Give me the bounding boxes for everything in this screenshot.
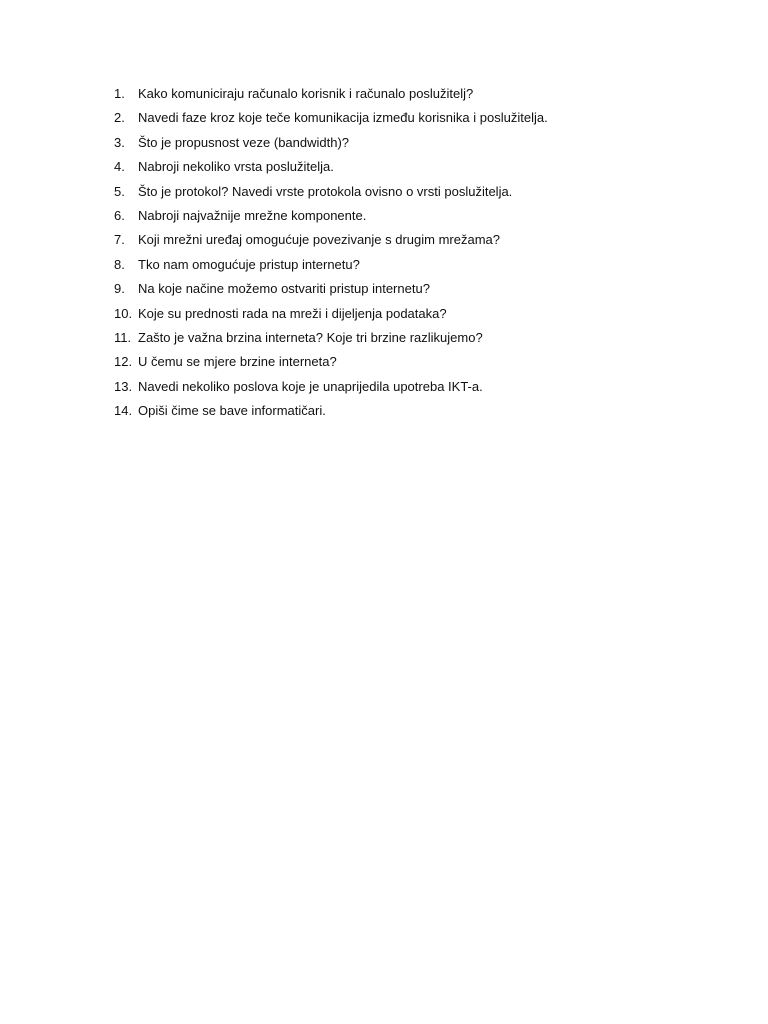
- question-item-6: [114, 207, 734, 231]
- question-number: 9.: [114, 281, 125, 297]
- question-text: Navedi nekoliko poslova koje je unaprijedila upotreba IKT-a.: [138, 378, 483, 394]
- question-number: 3.: [114, 134, 125, 150]
- question-item-13: [114, 378, 734, 402]
- question-item-11: [114, 329, 734, 353]
- question-item-3: [114, 134, 734, 158]
- question-number: 4.: [114, 159, 125, 175]
- question-text: Zašto je važna brzina interneta? Koje tri brzine razlikujemo?: [138, 329, 483, 345]
- question-text: Na koje načine možemo ostvariti pristup internetu?: [138, 281, 430, 297]
- question-number: 11.: [114, 329, 132, 345]
- question-number: 12.: [114, 354, 133, 370]
- question-item-2: [114, 109, 734, 133]
- question-item-9: [114, 280, 734, 304]
- question-number: 1.: [114, 86, 125, 101]
- question-number: 6.: [114, 207, 125, 223]
- question-item-10: [114, 305, 734, 329]
- question-item-5: [114, 183, 734, 207]
- question-number: 7.: [114, 232, 125, 248]
- question-number: 14.: [114, 403, 133, 419]
- question-text: Opiši čime se bave informatičari.: [138, 403, 326, 419]
- question-number: 5.: [114, 183, 125, 199]
- question-text: Koji mrežni uređaj omogućuje povezivanje s drugim mrežama?: [138, 232, 501, 248]
- question-text: Navedi faze kroz koje teče komunikacija između korisnika i poslužitelja.: [138, 110, 548, 126]
- question-text: Tko nam omogućuje pristup internetu?: [138, 256, 360, 272]
- question-text: Nabroji najvažnije mrežne komponente.: [138, 207, 367, 223]
- question-text: Nabroji nekoliko vrsta poslužitelja.: [138, 159, 334, 175]
- question-number: 2.: [114, 110, 125, 126]
- question-item-14: [114, 402, 734, 426]
- question-item-1: [114, 85, 734, 109]
- question-item-12: [114, 353, 734, 377]
- question-item-7: [114, 231, 734, 255]
- question-text: U čemu se mjere brzine interneta?: [138, 354, 337, 370]
- question-text: Koje su prednosti rada na mreži i dijeljenja podataka?: [138, 305, 447, 321]
- question-text: Kako komuniciraju računalo korisnik i računalo poslužitelj?: [138, 86, 474, 101]
- question-number: 8.: [114, 256, 125, 272]
- question-text: Što je propusnost veze (bandwidth)?: [138, 134, 350, 150]
- question-list: [114, 85, 734, 426]
- question-number: 13.: [114, 378, 133, 394]
- question-number: 10.: [114, 305, 133, 321]
- question-text: Što je protokol? Navedi vrste protokola ovisno o vrsti poslužitelja.: [138, 183, 513, 199]
- question-item-4: [114, 158, 734, 182]
- question-item-8: [114, 256, 734, 280]
